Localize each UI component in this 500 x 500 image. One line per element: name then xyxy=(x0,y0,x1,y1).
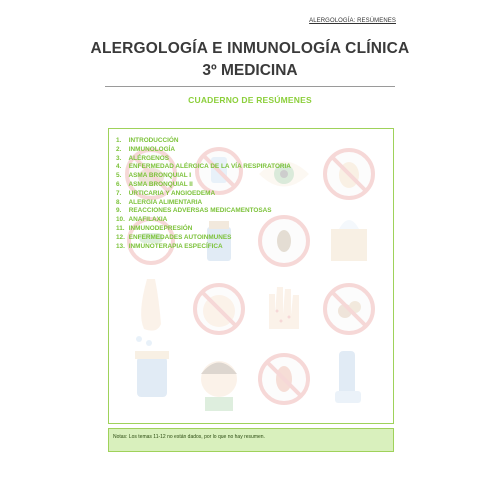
running-header: ALERGOLOGÍA: RESÚMENES xyxy=(309,18,396,24)
tissue-box-icon xyxy=(331,220,367,261)
toc-item-label: REACCIONES ADVERSAS MEDICAMENTOSAS xyxy=(128,207,272,215)
toc-item xyxy=(116,137,291,146)
sick-face-icon xyxy=(195,285,243,333)
toc-item-label: INMUNOTERAPIA ESPECÍFICA xyxy=(128,242,223,250)
toc-item-label: INTRODUCCIÓN xyxy=(128,137,179,144)
child-face-icon xyxy=(201,361,237,411)
toc-item-number: 11. xyxy=(116,224,125,232)
toc-item-label: INMUNOLOGÍA xyxy=(128,145,175,153)
no-nuts-icon xyxy=(325,285,373,333)
toc-box xyxy=(108,128,394,424)
toc-item xyxy=(116,172,291,181)
title-divider xyxy=(105,86,395,87)
toc-item-number: 3. xyxy=(116,154,122,162)
toc-item xyxy=(116,216,291,225)
toc-item-label: ASMA BRONQUIAL II xyxy=(128,180,193,188)
table-of-contents xyxy=(116,137,291,251)
toc-item xyxy=(116,199,291,208)
toc-item xyxy=(116,207,291,216)
toc-item-number: 7. xyxy=(116,189,122,197)
toc-item-number: 5. xyxy=(116,172,122,180)
toc-item-number: 2. xyxy=(116,145,122,153)
toc-item-label: URTICARIA Y ANGIOEDEMA xyxy=(128,189,216,197)
no-egg-icon xyxy=(325,150,373,198)
inhaler-icon xyxy=(335,351,361,403)
toc-item-number: 8. xyxy=(116,198,122,206)
toc-item-label: ENFERMEDADES AUTOINMUNES xyxy=(128,233,232,241)
toc-item-label: ASMA BRONQUIAL I xyxy=(128,172,192,180)
toc-item-number: 9. xyxy=(116,207,122,215)
toc-item xyxy=(116,146,291,155)
toc-item-label: INMUNODEPRESIÓN xyxy=(128,224,193,232)
toc-item-label: ALÉRGENOS xyxy=(128,154,170,162)
toc-item-number: 12. xyxy=(116,233,125,241)
toc-item-number: 6. xyxy=(116,180,122,188)
rash-hand-icon xyxy=(269,287,299,329)
toc-item-label: ALERGIA ALIMENTARIA xyxy=(128,198,203,206)
toc-item xyxy=(116,163,291,172)
toc-item-number: 13. xyxy=(116,242,125,250)
notes-box xyxy=(108,428,394,452)
toc-item xyxy=(116,181,291,190)
title-block xyxy=(0,40,500,80)
toc-item-number: 1. xyxy=(116,137,122,144)
subtitle: CUADERNO DE RESÚMENES xyxy=(188,95,312,105)
medicine-jar-icon xyxy=(135,351,169,397)
notes-text: Notas: Los temas 11-12 no están dados, por lo que no hay resumen. xyxy=(113,434,265,440)
toc-item xyxy=(116,234,291,243)
page-title-course: 3º MEDICINA xyxy=(202,62,298,79)
no-shellfish-icon xyxy=(260,355,308,403)
toc-item xyxy=(116,243,291,252)
toc-item-label: ANAFILAXIA xyxy=(128,216,168,224)
sneezing-nose-icon xyxy=(136,279,161,346)
toc-item xyxy=(116,190,291,199)
toc-item-number: 10. xyxy=(116,216,125,224)
toc-item-label: ENFERMEDAD ALÉRGICA DE LA VÍA RESPIRATORIA xyxy=(128,163,291,171)
page-title: ALERGOLOGÍA E INMUNOLOGÍA CLÍNICA xyxy=(90,40,410,57)
toc-item xyxy=(116,225,291,234)
toc-item-number: 4. xyxy=(116,163,122,171)
